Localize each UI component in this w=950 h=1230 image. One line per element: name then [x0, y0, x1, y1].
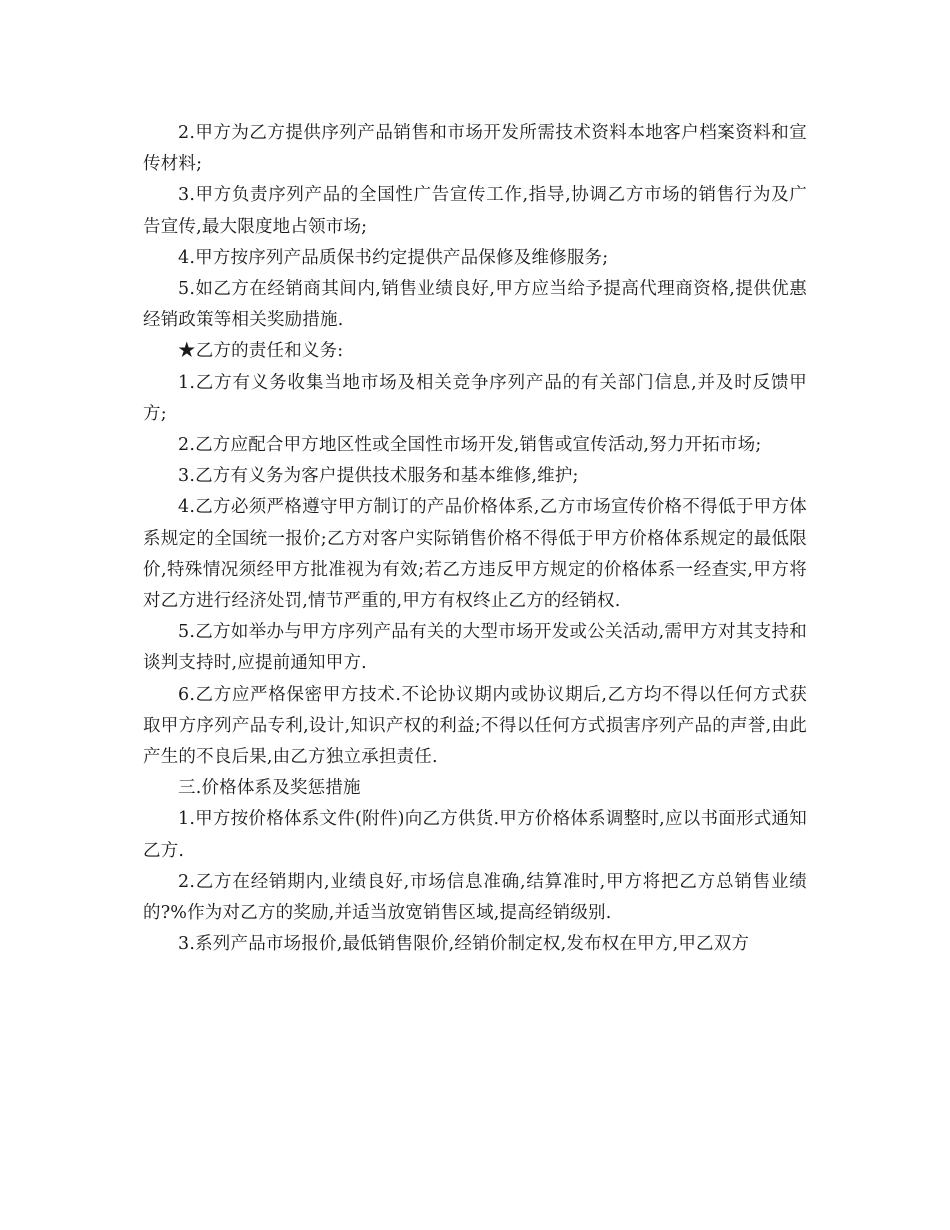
- paragraph: 5.乙方如举办与甲方序列产品有关的大型市场开发或公关活动,需甲方对其支持和谈判支持时,应提前通知甲方.: [143, 622, 807, 674]
- paragraph: 1.乙方有义务收集当地市场及相关竞争序列产品的有关部门信息,并及时反馈甲方;: [143, 372, 807, 424]
- paragraph: 1.甲方按价格体系文件(附件)向乙方供货.甲方价格体系调整时,应以书面形式通知乙方.: [143, 809, 807, 861]
- paragraph: 4.乙方必须严格遵守甲方制订的产品价格体系,乙方市场宣传价格不得低于甲方体系规定的全国统一报价;乙方对客户实际销售价格不得低于甲方价格体系规定的最低限价,特殊情况须经甲方批准视为有效;若乙方违反甲方规定的价格体系一经查实,甲方将对乙方进行经济处罚,情节严重的,甲方有权终止乙方的经销权.: [143, 497, 807, 612]
- paragraph: 3.系列产品市场报价,最低销售限价,经销价制定权,发布权在甲方,甲乙双方: [178, 934, 750, 955]
- paragraph: 2.乙方在经销期内,业绩良好,市场信息准确,结算准时,甲方将把乙方总销售业绩的?%作为对乙方的奖励,并适当放宽销售区域,提高经销级别.: [143, 871, 807, 924]
- paragraph: 3.乙方有义务为客户提供技术服务和基本维修,维护;: [178, 466, 579, 487]
- document-body: [143, 118, 807, 960]
- paragraph: 6.乙方应严格保密甲方技术.不论协议期内或协议期后,乙方均不得以任何方式获取甲方序列产品专利,设计,知识产权的利益;不得以任何方式损害序列产品的声誉,由此产生的不良后果,由乙方独立承担责任.: [143, 684, 807, 768]
- section-heading: 三.价格体系及奖惩措施: [178, 778, 361, 799]
- section-heading: ★乙方的责任和义务:: [178, 341, 344, 362]
- paragraph: 2.乙方应配合甲方地区性或全国性市场开发,销售或宣传活动,努力开拓市场;: [178, 435, 762, 456]
- paragraph: 2.甲方为乙方提供序列产品销售和市场开发所需技术资料本地客户档案资料和宣传材料;: [143, 123, 807, 175]
- paragraph: 3.甲方负责序列产品的全国性广告宣传工作,指导,协调乙方市场的销售行为及广告宣传,最大限度地占领市场;: [143, 185, 807, 237]
- paragraph: 5.如乙方在经销商其间内,销售业绩良好,甲方应当给予提高代理商资格,提供优惠经销政策等相关奖励措施.: [143, 279, 807, 331]
- paragraph: 4.甲方按序列产品质保书约定提供产品保修及维修服务;: [178, 247, 609, 268]
